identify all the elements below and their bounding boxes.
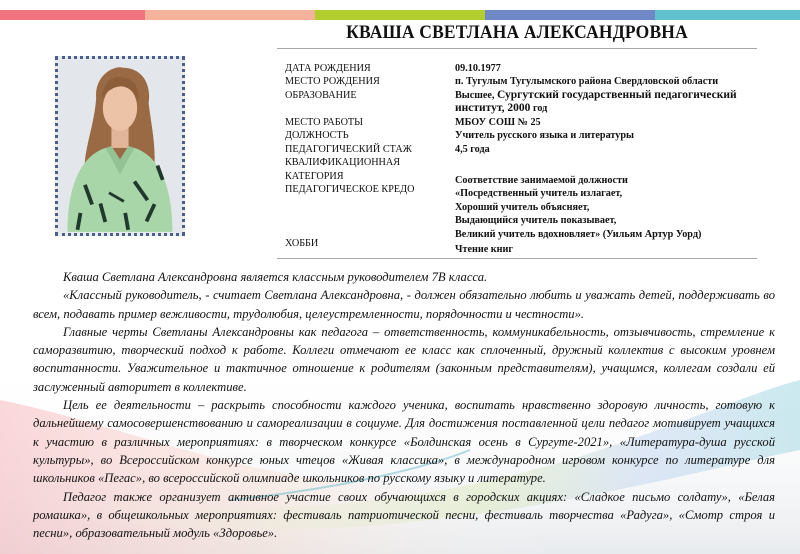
info-label: ХОББИ: [285, 238, 319, 249]
info-label: ДОЛЖНОСТЬ: [285, 130, 349, 142]
biography-text: [33, 268, 775, 542]
portrait-image: [58, 59, 182, 233]
info-value: Чтение книг: [455, 244, 514, 255]
info-value: Выдающийся учитель показывает,: [455, 215, 617, 227]
biography-paragraph: Цель ее деятельности – раскрыть способности каждого ученика, воспитать нравственно здоровую личность, готовую к дальнейшему самосовершенствованию и самореализации в социуме. Для достижения поставленной цели педагог мотивирует учащихся к участию в различных мероприятиях: в творческом конкурсе «Болдинская осень в Сургуте-2021», «Литература-душа русской культуры», во Всероссийском конкурсе юных чтецов «Живая классика», в международном игровом конкурсе по литературе для школьников «Пегас», во всероссийской олимпиаде школьников по русскому языку и литературе.: [33, 398, 775, 486]
biography-paragraph: Кваша Светлана Александровна является классным руководителем 7В класса.: [63, 270, 488, 284]
info-value: «Посредственный учитель излагает,: [455, 188, 623, 200]
info-label: МЕСТО РОЖДЕНИЯ: [285, 76, 380, 88]
info-label: ПЕДАГОГИЧЕСКИЙ СТАЖ: [285, 143, 412, 155]
info-value: Соответствие занимаемой должности: [455, 175, 628, 186]
info-value: [455, 89, 775, 116]
info-value: Учитель русского языка и литературы: [455, 130, 634, 142]
decorative-color-bar: [0, 10, 800, 20]
bottom-divider: [277, 258, 757, 259]
teacher-photo: [55, 56, 185, 236]
biography-paragraph: Педагог также организует активное участие своих обучающихся в городских акциях: «Сладкое письмо солдату», «Белая ромашка», в общешкольных мероприятиях: фестиваль патриотической песни, фестиваль творчества «Радуга», «Смотр строя и песни», образовательный модуль «Здоровье».: [33, 489, 775, 541]
info-value: МБОУ СОШ № 25: [455, 117, 541, 128]
info-label: МЕСТО РАБОТЫ: [285, 117, 364, 128]
info-label: ПЕДАГОГИЧЕСКОЕ КРЕДО: [285, 184, 415, 195]
info-value: Великий учитель вдохновляет» (Уильям Артур Уорд): [455, 229, 702, 240]
info-value: Хороший учитель объясняет,: [455, 201, 590, 213]
info-label: ДАТА РОЖДЕНИЯ: [285, 63, 371, 74]
info-label: ОБРАЗОВАНИЕ: [285, 89, 357, 101]
color-bar-segment: [655, 10, 800, 20]
color-bar-segment: [315, 10, 485, 20]
page-title: КВАША СВЕТЛАНА АЛЕКСАНДРОВНА: [346, 22, 688, 43]
info-value: п. Тугулым Тугулымского района Свердловской области: [455, 76, 719, 88]
biography-paragraph: «Классный руководитель, - считает Светлана Александровна, - должен обязательно любить и уважать детей, поддерживать во всем, подавать пример вежливости, трудолюбия, целеустремленности, порядочности и честности».: [33, 288, 775, 321]
color-bar-segment: [145, 10, 315, 20]
info-value-prefix: Высшее,: [455, 89, 498, 101]
info-value-suffix: год: [530, 103, 548, 115]
info-value: 09.10.1977: [455, 63, 501, 74]
top-divider: [277, 48, 757, 49]
biography-paragraph: Главные черты Светланы Александровны как педагога – ответственность, коммуникабельность, отзывчивость, стремление к саморазвитию, творческий подход к работе. Коллеги отмечают ее класс как сплоченный, дружный коллектив с высоким уровнем воспитанности. Уважительное и тактичное отношение к родителям (законным представителям), учащимся, коллегам создали ей заслуженный авторитет в коллективе.: [33, 324, 775, 394]
info-label: КАТЕГОРИЯ: [285, 170, 344, 182]
info-label: КВАЛИФИКАЦИОННАЯ: [285, 157, 401, 169]
info-value: 4,5 года: [455, 143, 490, 155]
color-bar-segment: [485, 10, 655, 20]
color-bar-segment: [0, 10, 145, 20]
info-value-main: Сургутский государственный педагогический институт, 2000: [455, 88, 737, 115]
